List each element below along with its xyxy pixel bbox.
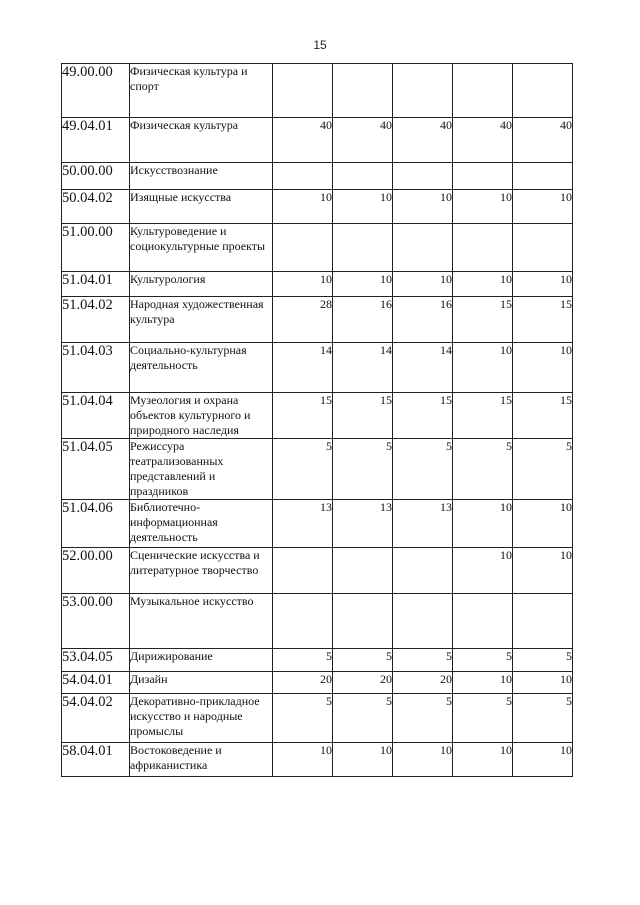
table-row	[62, 297, 573, 343]
value-cell	[273, 163, 333, 190]
table-row	[62, 272, 573, 297]
specialty-code: 51.04.02	[62, 297, 130, 343]
value-cell: 10	[453, 672, 513, 694]
value-cell	[513, 163, 573, 190]
value-cell	[333, 594, 393, 649]
value-cell: 5	[333, 694, 393, 743]
page-number: 15	[313, 38, 327, 52]
specialty-code: 54.04.01	[62, 672, 130, 694]
value-cell	[453, 64, 513, 118]
value-cell: 5	[273, 439, 333, 500]
value-cell: 10	[513, 743, 573, 777]
value-cell: 10	[453, 190, 513, 224]
specialty-name: Культуроведение и социокультурные проекты	[130, 224, 273, 272]
value-cell: 5	[393, 649, 453, 672]
table-row	[62, 694, 573, 743]
specialties-table	[61, 63, 573, 777]
value-cell: 10	[393, 190, 453, 224]
table-row	[62, 224, 573, 272]
value-cell: 14	[393, 343, 453, 393]
value-cell: 10	[273, 190, 333, 224]
value-cell: 13	[393, 500, 453, 548]
value-cell: 5	[333, 649, 393, 672]
value-cell	[453, 224, 513, 272]
value-cell: 40	[273, 118, 333, 163]
specialty-name: Дизайн	[130, 672, 273, 694]
value-cell: 10	[513, 500, 573, 548]
specialty-code: 49.04.01	[62, 118, 130, 163]
value-cell: 16	[393, 297, 453, 343]
specialty-name: Декоративно-прикладное искусство и народные промыслы	[130, 694, 273, 743]
value-cell: 10	[333, 190, 393, 224]
value-cell: 10	[393, 743, 453, 777]
table-row	[62, 743, 573, 777]
value-cell: 5	[513, 694, 573, 743]
table-row	[62, 672, 573, 694]
value-cell: 40	[393, 118, 453, 163]
value-cell	[453, 163, 513, 190]
value-cell: 10	[393, 272, 453, 297]
value-cell	[333, 224, 393, 272]
value-cell: 10	[453, 743, 513, 777]
value-cell: 5	[393, 694, 453, 743]
value-cell: 5	[393, 439, 453, 500]
value-cell	[393, 64, 453, 118]
specialty-name: Изящные искусства	[130, 190, 273, 224]
table-row	[62, 190, 573, 224]
value-cell	[513, 594, 573, 649]
value-cell: 10	[513, 548, 573, 594]
table-row	[62, 500, 573, 548]
specialty-name: Искусствознание	[130, 163, 273, 190]
value-cell	[273, 594, 333, 649]
value-cell: 10	[513, 190, 573, 224]
value-cell: 15	[513, 297, 573, 343]
specialty-name: Культурология	[130, 272, 273, 297]
specialty-code: 52.00.00	[62, 548, 130, 594]
specialty-code: 50.00.00	[62, 163, 130, 190]
value-cell	[393, 224, 453, 272]
value-cell	[393, 594, 453, 649]
table-row	[62, 439, 573, 500]
value-cell	[273, 224, 333, 272]
table-row	[62, 548, 573, 594]
table-row	[62, 118, 573, 163]
value-cell: 10	[453, 343, 513, 393]
specialty-name: Физическая культура	[130, 118, 273, 163]
value-cell: 5	[513, 649, 573, 672]
table-row	[62, 649, 573, 672]
value-cell: 5	[453, 439, 513, 500]
value-cell	[513, 224, 573, 272]
specialty-code: 51.00.00	[62, 224, 130, 272]
value-cell: 14	[273, 343, 333, 393]
specialty-code: 51.04.03	[62, 343, 130, 393]
value-cell: 14	[333, 343, 393, 393]
specialty-code: 50.04.02	[62, 190, 130, 224]
value-cell	[393, 548, 453, 594]
value-cell: 40	[333, 118, 393, 163]
specialty-name: Библиотечно-информационная деятельность	[130, 500, 273, 548]
table-row	[62, 343, 573, 393]
value-cell: 20	[273, 672, 333, 694]
specialty-code: 51.04.01	[62, 272, 130, 297]
value-cell: 10	[273, 272, 333, 297]
value-cell: 16	[333, 297, 393, 343]
value-cell: 13	[273, 500, 333, 548]
value-cell: 10	[273, 743, 333, 777]
specialty-code: 51.04.06	[62, 500, 130, 548]
specialty-code: 51.04.05	[62, 439, 130, 500]
value-cell: 10	[513, 272, 573, 297]
specialty-code: 51.04.04	[62, 393, 130, 439]
value-cell	[333, 548, 393, 594]
value-cell: 20	[393, 672, 453, 694]
value-cell: 15	[453, 297, 513, 343]
value-cell: 28	[273, 297, 333, 343]
value-cell: 15	[393, 393, 453, 439]
table-row	[62, 594, 573, 649]
value-cell	[273, 64, 333, 118]
value-cell: 5	[273, 694, 333, 743]
specialty-name: Востоковедение и африканистика	[130, 743, 273, 777]
value-cell: 10	[453, 548, 513, 594]
value-cell	[393, 163, 453, 190]
value-cell: 13	[333, 500, 393, 548]
value-cell	[333, 64, 393, 118]
specialty-name: Музеология и охрана объектов культурного и природного наследия	[130, 393, 273, 439]
value-cell: 10	[333, 743, 393, 777]
value-cell: 15	[333, 393, 393, 439]
specialty-name: Музыкальное искусство	[130, 594, 273, 649]
specialty-name: Социально-культурная деятельность	[130, 343, 273, 393]
value-cell: 5	[453, 649, 513, 672]
value-cell: 10	[513, 343, 573, 393]
specialty-code: 54.04.02	[62, 694, 130, 743]
specialty-code: 49.00.00	[62, 64, 130, 118]
value-cell: 15	[273, 393, 333, 439]
value-cell: 5	[453, 694, 513, 743]
value-cell	[273, 548, 333, 594]
specialty-name: Режиссура театрализованных представлений и праздников	[130, 439, 273, 500]
specialty-name: Сценические искусства и литературное творчество	[130, 548, 273, 594]
value-cell: 20	[333, 672, 393, 694]
specialty-name: Физическая культура и спорт	[130, 64, 273, 118]
value-cell: 15	[453, 393, 513, 439]
specialty-name: Дирижирование	[130, 649, 273, 672]
table-row	[62, 163, 573, 190]
value-cell: 10	[453, 500, 513, 548]
specialty-code: 58.04.01	[62, 743, 130, 777]
value-cell: 10	[513, 672, 573, 694]
value-cell	[513, 64, 573, 118]
table-row	[62, 393, 573, 439]
value-cell	[453, 594, 513, 649]
value-cell: 5	[513, 439, 573, 500]
value-cell: 40	[513, 118, 573, 163]
specialty-code: 53.00.00	[62, 594, 130, 649]
value-cell	[333, 163, 393, 190]
value-cell: 5	[333, 439, 393, 500]
specialty-name: Народная художественная культура	[130, 297, 273, 343]
table-row	[62, 64, 573, 118]
value-cell: 40	[453, 118, 513, 163]
value-cell: 10	[453, 272, 513, 297]
value-cell: 5	[273, 649, 333, 672]
specialty-code: 53.04.05	[62, 649, 130, 672]
value-cell: 10	[333, 272, 393, 297]
value-cell: 15	[513, 393, 573, 439]
